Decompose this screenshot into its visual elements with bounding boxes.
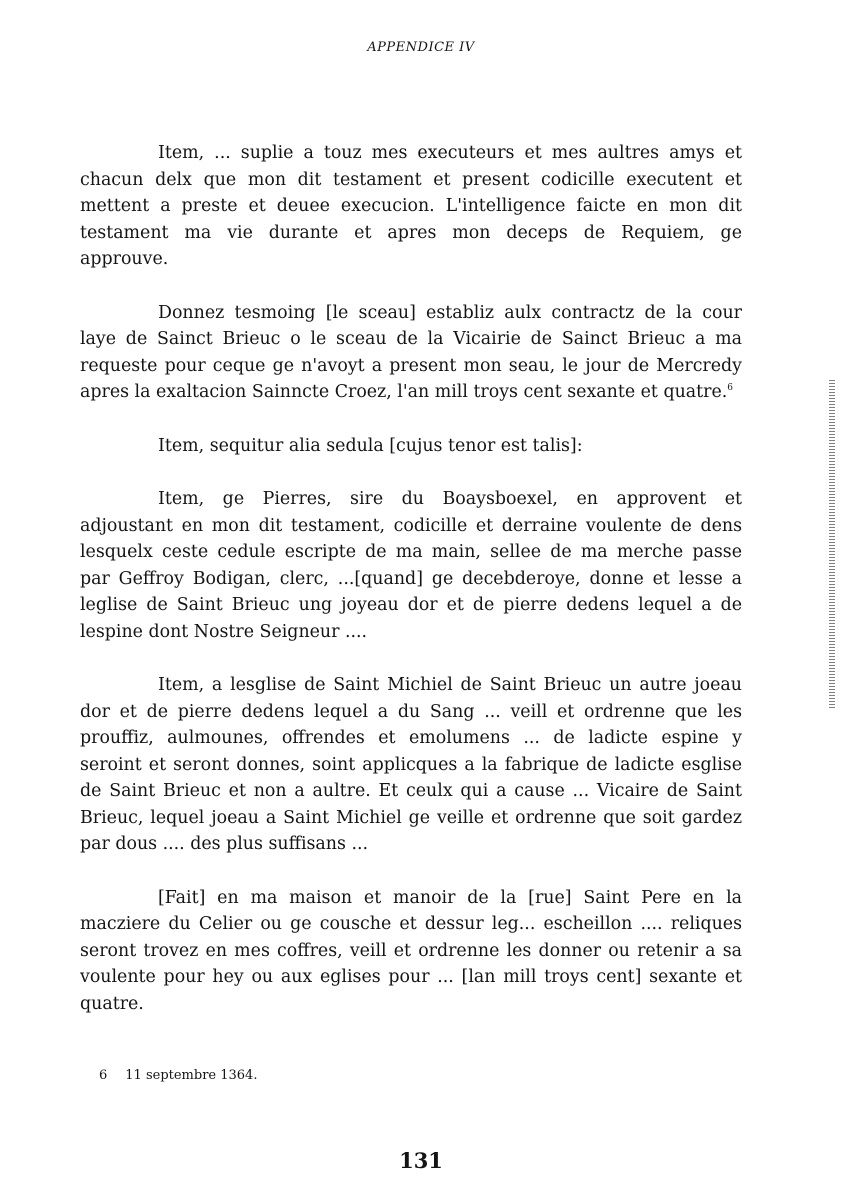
- paragraph: [80, 140, 742, 273]
- footnote-text: 11 septembre 1364.: [125, 1068, 258, 1083]
- text-line: quatre.: [80, 993, 144, 1014]
- footnote: [99, 1068, 257, 1083]
- text-line: chacun delx que mon dit testament et present codicille executent et: [80, 169, 742, 190]
- text-line: approuve.: [80, 249, 169, 269]
- text-line: prouffiz, aulmounes, offrendes et emolumens ... de ladicte espine y: [80, 728, 742, 748]
- text-line: [Fait] en ma maison et manoir de la [rue] Saint Pere en la: [158, 887, 742, 908]
- text-line: requeste pour ceque ge n'avoyt a present mon seau, le jour de Mercredy: [80, 355, 742, 376]
- text-line: lespine dont Nostre Seigneur ....: [80, 621, 368, 642]
- text-line: leglise de Saint Brieuc ung joyeau dor et de pierre dedens lequel a de: [80, 595, 742, 615]
- text-line: dor et de pierre dedens lequel a du Sang ... veill et ordrenne que les: [80, 701, 742, 722]
- paragraph: [80, 486, 742, 645]
- text-line: [80, 379, 742, 406]
- text-line: seroint et seront donnes, soint applicques a la fabrique de ladicte esglise: [80, 754, 742, 775]
- text-line: par Geffroy Bodigan, clerc, ...[quand] ge decebderoye, donne et lesse a: [80, 568, 742, 589]
- running-head: APPENDICE IV: [367, 40, 475, 55]
- text-line: par dous .... des plus suffisans ...: [80, 834, 369, 854]
- footnote-reference: 6: [727, 383, 734, 394]
- text-line: laye de Sainct Brieuc o le sceau de la Vicairie de Sainct Brieuc a ma: [80, 329, 742, 349]
- text-line: Donnez tesmoing [le sceau] establiz aulx contractz de la cour: [158, 302, 742, 323]
- text-line: Item, ge Pierres, sire du Boaysboexel, en approvent et: [158, 489, 742, 509]
- paragraph: [80, 885, 742, 1018]
- paragraph: [80, 300, 742, 406]
- scan-edge-artifact: [829, 380, 835, 710]
- footnote-number: 6: [99, 1068, 108, 1083]
- text-line: Brieuc, lequel joeau a Saint Michiel ge veille et ordrenne que soit gardez: [80, 807, 742, 828]
- text-line: Item, ... suplie a touz mes executeurs et mes aultres amys et: [158, 143, 742, 163]
- text-line: macziere du Celier ou ge cousche et dessur leg... escheillon .... reliques: [80, 914, 742, 934]
- text-line: seront trovez en mes coffres, veill et ordrenne les donner ou retenir a sa: [80, 940, 742, 961]
- text-line: testament ma vie durante et apres mon deceps de Requiem, ge: [80, 222, 742, 243]
- text-line: voulente pour hey ou aux eglises pour ... [lan mill troys cent] sexante et: [80, 967, 742, 987]
- text-line-content: apres la exaltacion Sainncte Croez, l'an mill troys cent sexante et quatre.: [80, 382, 728, 402]
- text-line: adjoustant en mon dit testament, codicille et derraine voulente de dens: [80, 515, 742, 536]
- text-line: de Saint Brieuc et non a aultre. Et ceulx qui a cause ... Vicaire de Saint: [80, 781, 742, 801]
- text-line: Item, a lesglise de Saint Michiel de Saint Brieuc un autre joeau: [158, 675, 742, 695]
- page-number: 131: [399, 1148, 443, 1173]
- body-text: [80, 140, 742, 1044]
- paragraph: [80, 672, 742, 858]
- paragraph: [80, 433, 742, 460]
- text-line: lesquelx ceste cedule escripte de ma main, sellee de ma merche passe: [80, 542, 742, 562]
- text-line: mettent a preste et deuee execucion. L'intelligence faicte en mon dit: [80, 196, 742, 216]
- text-line: Item, sequitur alia sedula [cujus tenor est talis]:: [158, 435, 583, 456]
